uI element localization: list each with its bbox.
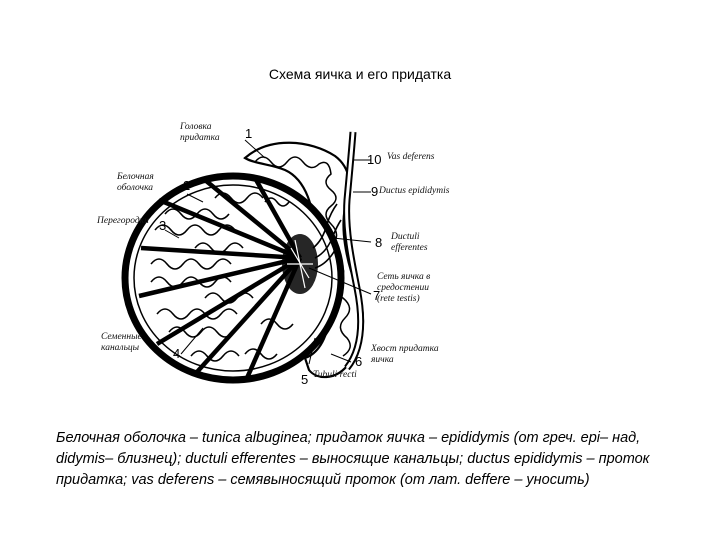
label-epididymis-head: Головка придатка xyxy=(180,122,220,143)
marker-9: 9 xyxy=(371,184,379,199)
label-epididymis-tail: Хвост придатка яичка xyxy=(371,344,439,365)
diagram-title: Схема яичка и его придатка xyxy=(268,66,452,82)
caption-text: Белочная оболочка – tunica albuginea; придаток яичка – epididymis (от греч. epi– над, didymis– близнец); ductuli efferentes – выносящие канальцы; ductus epididymis – проток придатка; vas deferens – семявыносящий проток (от лат. deffere – уносить) xyxy=(56,430,650,488)
testis-illustration xyxy=(95,118,475,398)
label-vas-deferens: Vas deferens xyxy=(387,152,435,162)
marker-5: 5 xyxy=(301,372,309,387)
label-tunica-albuginea: Белочная оболочка xyxy=(117,172,154,193)
label-septa: Перегородки xyxy=(97,216,149,226)
marker-2: 2 xyxy=(183,178,191,193)
marker-4: 4 xyxy=(173,346,181,361)
marker-6: 6 xyxy=(355,354,363,369)
label-ductuli-efferentes: Ductuli efferentes xyxy=(391,232,428,253)
label-ductus-epididymis: Ductus epididymis xyxy=(379,186,450,196)
marker-3: 3 xyxy=(159,218,167,233)
label-seminiferous-tubules: Семенные канальцы xyxy=(101,332,142,353)
marker-8: 8 xyxy=(375,235,383,250)
marker-1: 1 xyxy=(245,126,253,141)
marker-7: 7 xyxy=(373,288,381,303)
label-tubuli-recti: Tubuli recti xyxy=(313,370,357,380)
marker-10: 10 xyxy=(367,152,382,167)
label-rete-testis: Сеть яичка в средостении (rete testis) xyxy=(377,272,431,304)
